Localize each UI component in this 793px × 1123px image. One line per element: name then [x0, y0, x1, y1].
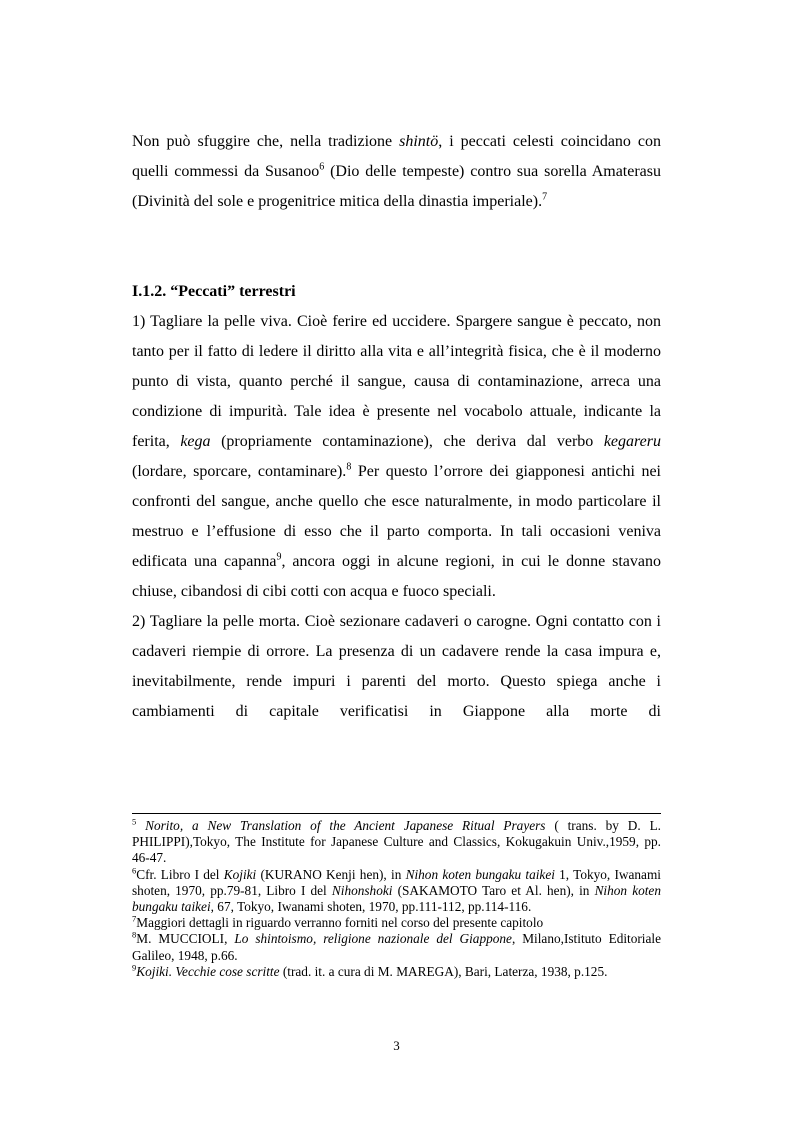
section-heading: I.1.2. “Peccati” terrestri — [132, 283, 296, 300]
page-body — [132, 127, 661, 727]
footnote-ref-9[interactable]: 9 — [276, 551, 282, 563]
intro-paragraph — [132, 127, 661, 217]
footnote-ref-6[interactable]: 6 — [319, 161, 325, 173]
footnote-number: 9 — [132, 962, 137, 973]
intro-text: (Dio delle tempeste) contro sua sorella Amaterasu (Divinità del sole e progenitrice mitica della dinastia imperiale). — [132, 163, 661, 210]
footnote-title: Kojiki. Vecchie cose scritte — [136, 963, 280, 979]
footnote-title: Norito, a New Translation of the Ancient Japanese Ritual Prayers — [136, 818, 546, 833]
intro-text: Non può sfuggire che, nella tradizione — [132, 133, 400, 150]
footnote-number: 8 — [132, 930, 137, 940]
footnote-title: Lo shintoismo, religione nazionale del Giappone — [234, 931, 512, 947]
item-1-text: 1) Tagliare la pelle viva. Cioè ferire ed uccidere. Spargere sangue è peccato, non tanto per il fatto di ledere il diritto alla vita e all’integrità fisica, che è il moderno punto di vista, quanto perché il sangue, causa di contaminazione, arreca una condizione di impurità. Tale idea è presente nel vocabolo attuale, indicante la ferita, — [132, 313, 661, 450]
footnote-text: Maggiori dettagli in riguardo verranno forniti nel corso del presente capitolo — [136, 915, 544, 931]
item-1-text: (lordare, sporcare, contaminare). — [132, 463, 347, 480]
footnote-text: (SAKAMOTO Taro et Al. hen), in — [392, 882, 595, 898]
footnote-text: M. MUCCIOLI, — [136, 931, 235, 947]
footnote-text: (KURANO Kenji hen), in — [256, 866, 406, 882]
footnote-text: , 67, Tokyo, Iwanami shoten, 1970, pp.111-112, pp.114-116. — [210, 899, 532, 915]
footnote-number: 7 — [132, 913, 137, 924]
item-1-text: Per questo l’orrore dei giapponesi antichi nei confronti del sangue, anche quello che esce naturalmente, in modo particolare il mestruo e l’effusione di esso che il parto comporta. In tali occasioni veniva edificata una capanna — [132, 463, 662, 570]
item-1-text: (propriamente contaminazione), che deriva dal verbo — [210, 433, 604, 450]
footnote-title: Kojiki — [223, 866, 257, 882]
footnote-ref-8[interactable]: 8 — [346, 461, 352, 473]
term-kegareru: kegareru — [603, 433, 661, 450]
section-spacer — [132, 217, 661, 277]
footnotes — [132, 818, 661, 980]
footnote-text: (trad. it. a cura di M. MAREGA), Bari, Laterza, 1938, p.125. — [279, 963, 608, 979]
footnote-title: Nihonshoki — [331, 882, 393, 898]
footnote-title: Nihon koten bungaku taikei — [405, 866, 555, 882]
footnote-separator — [132, 813, 661, 814]
footnote-text: ( trans. by D. L. PHILIPPI),Tokyo, The Institute for Japanese Culture and Classics, Kokugakuin Univ.,1959, pp. 46-47. — [132, 818, 662, 866]
item-1-paragraph — [132, 307, 661, 607]
page-number: 3 — [393, 1038, 400, 1053]
footnote-ref-7[interactable]: 7 — [542, 191, 548, 203]
footnote-number: 5 — [132, 816, 137, 827]
footnote-6 — [132, 867, 661, 916]
footnote-7 — [132, 915, 661, 931]
item-1-text: , ancora oggi in alcune regioni, in cui le donne stavano chiuse, cibandosi di cibi cotti con acqua e fuoco speciali. — [132, 553, 662, 600]
footnote-9 — [132, 964, 661, 980]
footnote-title: Nihon koten bungaku taikei — [132, 882, 661, 915]
term-kega: kega — [180, 433, 211, 450]
intro-text: , i peccati celesti coincidano con quelli commessi da Susanoo — [132, 133, 662, 180]
footnote-text: 1, Tokyo, Iwanami shoten, 1970, pp.79-81, Libro I del — [132, 866, 661, 898]
intro-shinto-term: shintö — [399, 133, 439, 150]
footnote-5 — [132, 818, 661, 867]
footnote-number: 6 — [132, 865, 137, 876]
footnote-text: Cfr. Libro I del — [136, 866, 224, 882]
footnote-text: , Milano,Istituto Editoriale Galileo, 1948, p.66. — [132, 931, 661, 963]
footnote-8 — [132, 931, 661, 963]
item-2-paragraph: 2) Tagliare la pelle morta. Cioè sezionare cadaveri o carogne. Ogni contatto con i cadaveri riempie di orrore. La presenza di un cadavere rende la casa impura e, inevitabilmente, rende impuri i parenti del morto. Questo spiega anche i cambiamenti di capitale verificatisi in Giappone alla morte di — [132, 613, 661, 720]
